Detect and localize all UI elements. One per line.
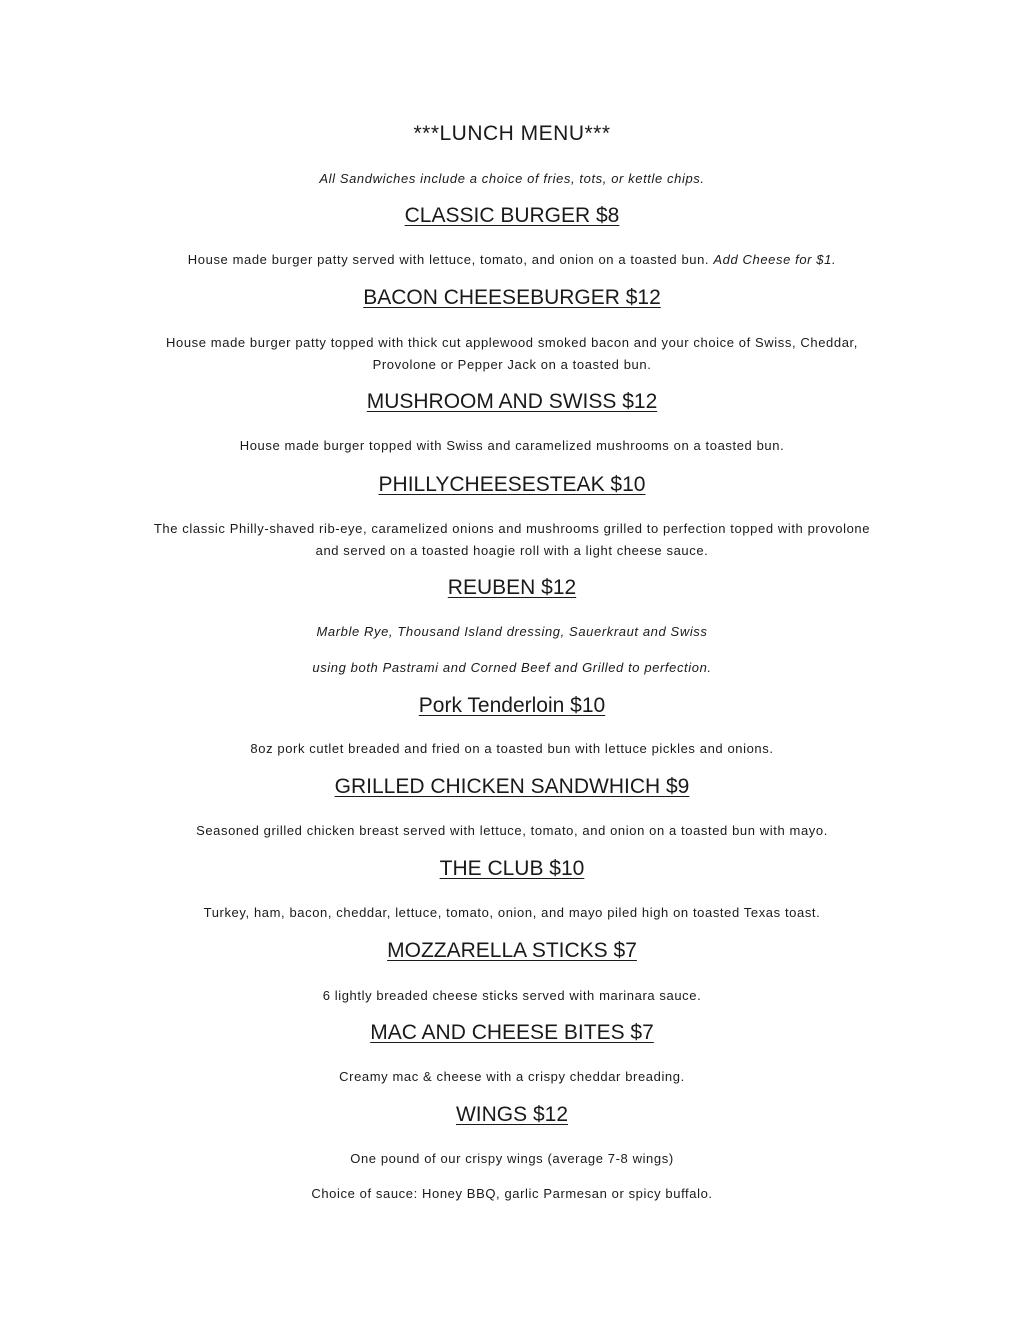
item-desc-mac-cheese-bites: Creamy mac & cheese with a crispy cheddar breading.	[339, 1069, 685, 1084]
item-heading-grilled-chicken: GRILLED CHICKEN SANDWHICH $9	[334, 775, 690, 798]
item-desc-addon: Add Cheese for $1.	[713, 252, 837, 267]
item-heading-bacon-cheeseburger: BACON CHEESEBURGER $12	[363, 286, 661, 309]
item-heading-wings: WINGS $12	[455, 1103, 569, 1126]
item-heading-mushroom-swiss: MUSHROOM AND SWISS $12	[366, 390, 658, 413]
item-heading-pork-tenderloin: Pork Tenderloin $10	[418, 694, 606, 717]
item-desc-reuben-line1: Marble Rye, Thousand Island dressing, Sauerkraut and Swiss	[316, 624, 708, 639]
item-heading-reuben: REUBEN $12	[447, 576, 577, 599]
item-desc-wings-line2: Choice of sauce: Honey BBQ, garlic Parmesan or spicy buffalo.	[311, 1186, 713, 1201]
item-desc-reuben-line2: using both Pastrami and Corned Beef and Grilled to perfection.	[312, 660, 712, 675]
item-desc-philly-line1: The classic Philly-shaved rib-eye, caramelized onions and mushrooms grilled to perfection topped with provolone	[153, 521, 871, 536]
item-desc-bacon-cheeseburger-line1: House made burger patty topped with thick cut applewood smoked bacon and your choice of Swiss, Cheddar,	[166, 335, 858, 350]
menu-subtitle: All Sandwiches include a choice of fries, tots, or kettle chips.	[319, 171, 705, 186]
item-heading-the-club: THE CLUB $10	[439, 857, 585, 880]
item-heading-mac-cheese-bites: MAC AND CHEESE BITES $7	[370, 1021, 654, 1044]
item-desc-wings-line1: One pound of our crispy wings (average 7-8 wings)	[350, 1151, 674, 1166]
item-desc-bacon-cheeseburger-line2: Provolone or Pepper Jack on a toasted bun.	[372, 357, 652, 372]
item-desc-classic-burger	[0, 252, 1024, 267]
item-desc-pork-tenderloin: 8oz pork cutlet breaded and fried on a toasted bun with lettuce pickles and onions.	[250, 741, 774, 756]
menu-title: ***LUNCH MENU***	[413, 122, 611, 145]
item-desc-philly-line2: and served on a toasted hoagie roll with a light cheese sauce.	[315, 543, 709, 558]
item-desc-text: House made burger patty served with lettuce, tomato, and onion on a toasted bun.	[187, 252, 714, 267]
item-heading-philly-cheesesteak: PHILLYCHEESESTEAK $10	[378, 473, 646, 496]
item-heading-mozzarella-sticks: MOZZARELLA STICKS $7	[387, 939, 637, 962]
item-desc-the-club: Turkey, ham, bacon, cheddar, lettuce, tomato, onion, and mayo piled high on toasted Texas toast.	[203, 905, 821, 920]
item-heading-classic-burger: CLASSIC BURGER $8	[404, 204, 620, 227]
item-desc-mozzarella-sticks: 6 lightly breaded cheese sticks served with marinara sauce.	[322, 988, 702, 1003]
item-desc-mushroom-swiss: House made burger topped with Swiss and caramelized mushrooms on a toasted bun.	[239, 438, 785, 453]
item-desc-grilled-chicken: Seasoned grilled chicken breast served with lettuce, tomato, and onion on a toasted bun with mayo.	[196, 823, 828, 838]
